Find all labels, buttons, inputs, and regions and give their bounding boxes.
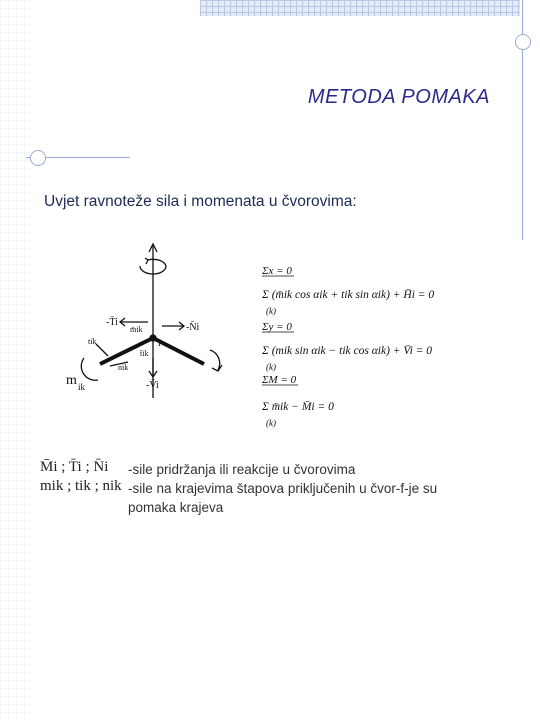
eq3-head: ΣM = 0 [262,374,297,386]
background-grid [0,0,30,720]
slide-subtitle: Uvjet ravnoteže sila i momenata u čvorovima: [44,193,357,210]
moment-arrow-icon [210,350,220,370]
label-ni: -N̄i [186,322,200,333]
decor-circle-icon [515,34,531,50]
label-nik: nik [118,363,129,372]
header-grid-band [200,0,520,16]
symbol-line-reactions: M̄i ; T̄i ; N̄i [40,459,109,475]
symbol-line-bar-forces: mik ; tik ; nik [40,478,122,494]
eq2-body: Σ (mik sin αik − tik cos αik) + V̄i = 0 [262,345,433,357]
label-vi: -V̄i [146,380,159,391]
decor-circle-icon [30,150,46,166]
label-node: i [158,338,161,349]
label-mi: m̄ik [130,325,143,334]
symbol-list [40,458,126,496]
description-line: -sile na krajevima štapova priključenih u čvor-f-je su [128,481,438,496]
node-point [150,335,156,341]
description-line: pomaka krajeva [128,500,224,515]
eq3-body: Σ m̄ik − M̄i = 0 [262,401,334,413]
description-line: -sile pridržanja ili reakcije u čvorovima [128,462,356,477]
arrow-head-icon [145,258,148,264]
label-tik: tik [88,337,97,346]
moment-arrow-icon [81,358,98,380]
label-ti2: t̄ik [140,349,149,358]
eq3-sub: (k) [266,418,276,428]
force-line [96,344,108,356]
eq1-head: Σx = 0 [262,265,292,277]
label-mik: m [66,373,77,388]
node-equilibrium-figure [36,238,486,438]
slide-title: METODA POMAKA [307,86,490,108]
description-text [128,460,508,517]
eq1-sub: (k) [266,306,276,316]
arrow-head-icon [212,365,222,371]
label-mik-sub: ik [78,382,86,392]
label-ti: -T̄i [106,317,118,328]
eq2-head: Σy = 0 [262,321,292,333]
eq2-sub: (k) [266,362,276,372]
eq1-body: Σ (m̄ik cos αik + tik sin αik) + H̄i = 0 [262,289,435,301]
figure-svg [36,238,486,438]
